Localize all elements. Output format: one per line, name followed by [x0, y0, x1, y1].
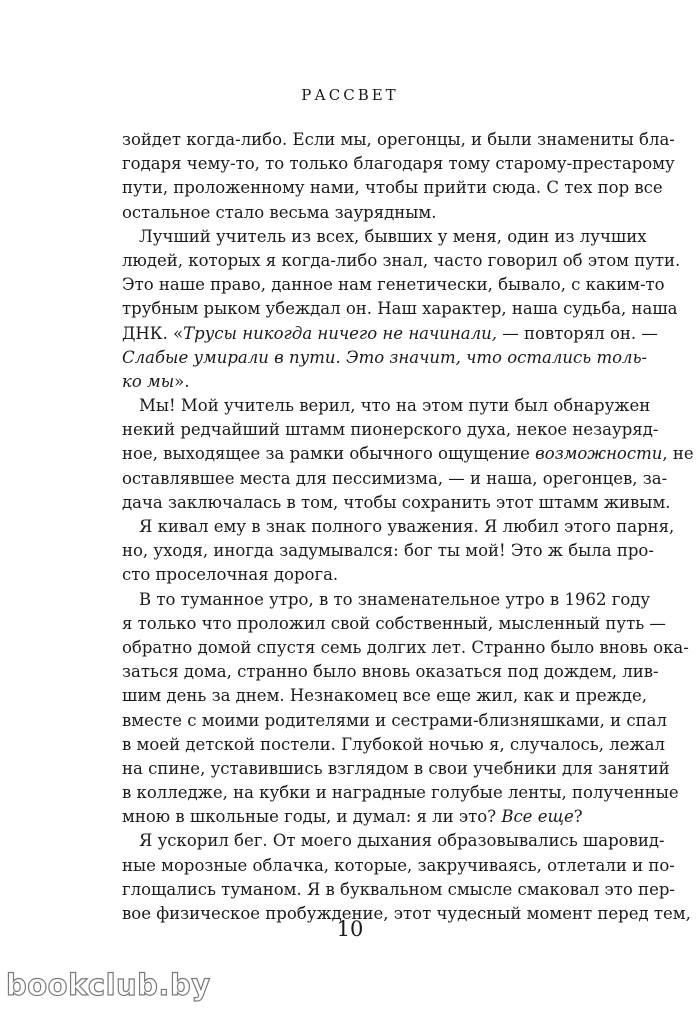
- text-run: мною в школьные годы, и думал: я ли это?: [122, 807, 502, 827]
- text-run: ».: [174, 371, 190, 391]
- text-run: — повторял он. —: [497, 323, 658, 343]
- italic-word: Все еще: [501, 807, 574, 827]
- text-line: в колледже, на кубки и наградные голубые ленты, полученные: [122, 783, 679, 803]
- text-line: Я кивал ему в знак полного уважения. Я любил этого парня,: [139, 517, 675, 536]
- text-line: остальное стало весьма заурядным.: [122, 202, 437, 222]
- text-line: вое физическое пробуждение, этот чудесный момент перед тем,: [122, 904, 691, 923]
- text-line: обратно домой спустя семь долгих лет. Странно было вновь ока-: [122, 637, 689, 657]
- text-line: глощались туманом. Я в буквальном смысле смаковал это пер-: [122, 879, 676, 899]
- body-text: [122, 128, 694, 926]
- text-run: ?: [573, 807, 583, 827]
- text-line: трубным рыком убеждал он. Наш характер, наша судьба, наша: [122, 299, 678, 319]
- text-line: оставлявшее места для пессимизма, — и наша, орегонцев, за-: [122, 468, 668, 488]
- text-line: зойдет когда-либо. Если мы, орегонцы, и были знамениты бла-: [122, 130, 675, 149]
- text-line: пути, проложенному нами, чтобы прийти сюда. С тех пор все: [122, 178, 663, 198]
- text-line: в моей детской постели. Глубокой ночью я, случалось, лежал: [122, 734, 665, 754]
- text-run: ное, выходящее за рамки обычного ощущение: [122, 444, 536, 464]
- text-line: дача заключалась в том, чтобы сохранить этот штамм живым.: [122, 492, 671, 512]
- text-run: , не: [662, 444, 694, 464]
- text-line: людей, которых я когда-либо знал, часто говорил об этом пути.: [122, 250, 681, 270]
- running-head: РАССВЕТ: [301, 86, 399, 104]
- text-line: шим день за днем. Незнакомец все еще жил, как и прежде,: [122, 686, 648, 706]
- text-line: [122, 442, 694, 466]
- italic-quote: Трусы никогда ничего не начинали,: [183, 323, 497, 343]
- text-line: Это наше право, данное нам генетически, бывало, с каким-то: [122, 275, 665, 295]
- text-line: [122, 370, 642, 394]
- text-line: но, уходя, иногда задумывался: бог ты мой! Это ж была про-: [122, 541, 654, 561]
- text-line: Мы! Мой учитель верил, что на этом пути был обнаружен: [139, 396, 651, 416]
- text-line: сто проселочная дорога.: [122, 565, 339, 585]
- text-line: [122, 346, 648, 370]
- text-line: ные морозные облачка, которые, закручиваясь, отлетали и по-: [122, 855, 675, 875]
- text-line: [122, 805, 642, 829]
- text-line: вместе с моими родителями и сестрами-близняшками, и спал: [122, 710, 667, 730]
- text-line: некий редчайший штамм пионерского духа, некое незауряд-: [122, 420, 659, 440]
- italic-quote: Слабые умирали в пути. Это значит, что остались толь-: [122, 347, 648, 367]
- watermark-logo: bookclub.by: [6, 968, 211, 1002]
- text-line: годаря чему-то, то только благодаря тому старому-престарому: [122, 154, 675, 174]
- text-line: В то туманное утро, в то знаменательное утро в 1962 году: [139, 589, 651, 609]
- text-run: ДНК. «: [122, 323, 184, 343]
- italic-word: возможности: [535, 444, 663, 464]
- text-line: [122, 322, 658, 346]
- italic-quote: ко мы: [122, 371, 175, 391]
- text-line: на спине, уставившись взглядом в свои учебники для занятий: [122, 758, 670, 778]
- text-line: заться дома, странно было вновь оказаться под дождем, лив-: [122, 662, 659, 682]
- text-line: Лучший учитель из всех, бывших у меня, один из лучших: [139, 226, 647, 246]
- text-line: Я ускорил бег. От моего дыхания образовывались шаровид-: [139, 831, 665, 851]
- text-line: я только что проложил свой собственный, мысленный путь —: [122, 613, 666, 633]
- page-number: 10: [336, 917, 364, 941]
